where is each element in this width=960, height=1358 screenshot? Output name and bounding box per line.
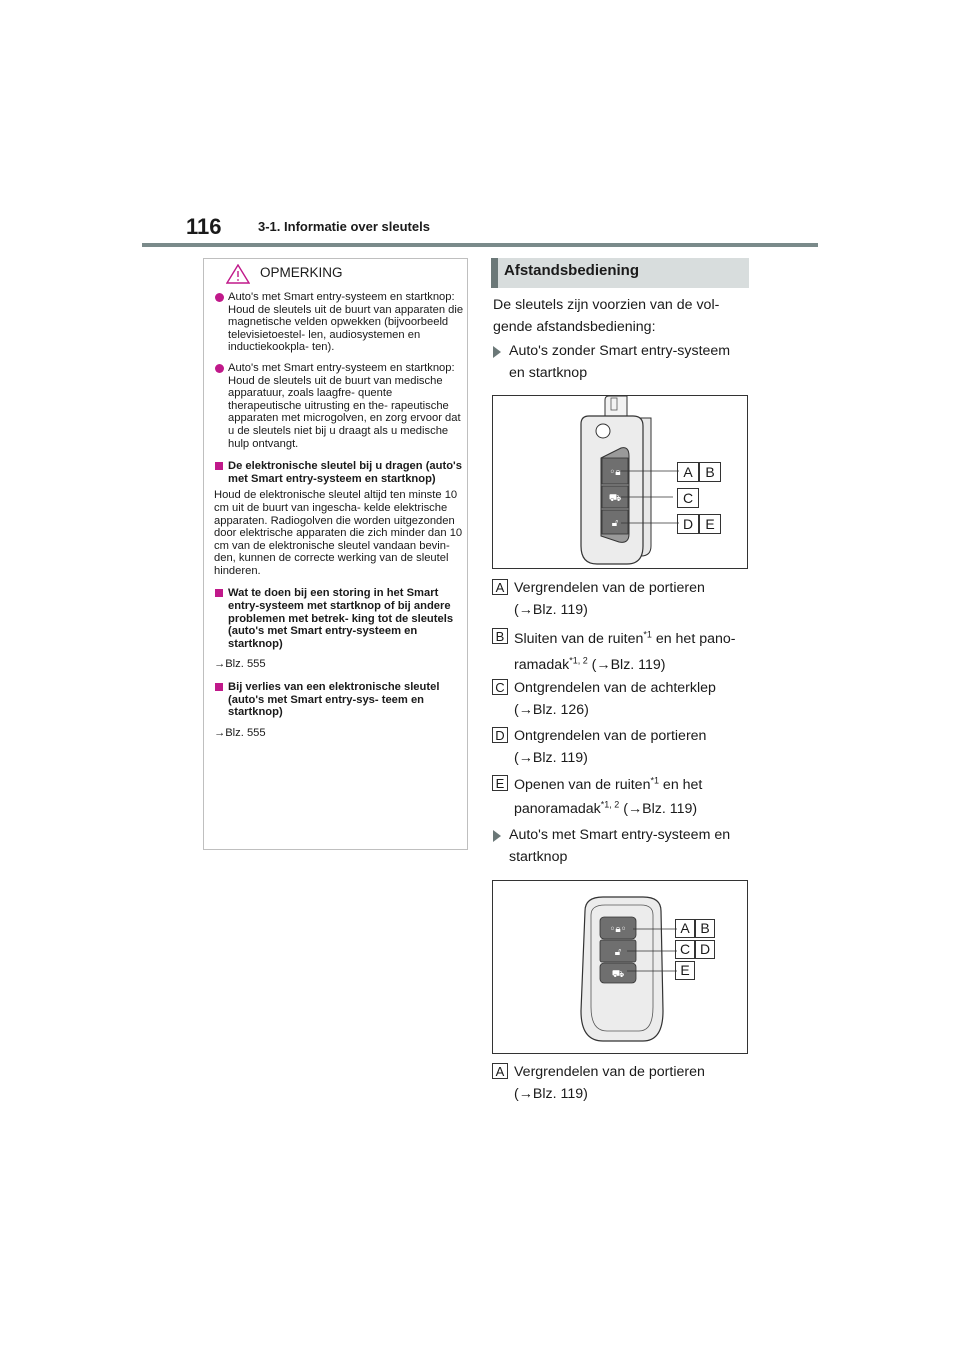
legend-text: panoramadak	[514, 801, 601, 817]
legend-sup: *1, 2	[569, 655, 588, 666]
note-section-heading	[214, 460, 464, 485]
legend-ref: (→Blz. 119)	[587, 657, 666, 673]
svg-text:◦🔒︎: ◦🔒︎	[609, 467, 621, 478]
legend-ref: (→Blz. 126)	[514, 702, 589, 718]
note-title: OPMERKING	[260, 265, 343, 280]
square-bullet-icon	[215, 589, 223, 597]
page-number: 116	[186, 214, 222, 239]
flip-key-figure	[492, 395, 748, 569]
warning-icon	[226, 264, 250, 284]
note-section-heading	[214, 681, 464, 719]
smart-key-illustration	[493, 881, 747, 1053]
note-bullet-text: Auto's met Smart entry-systeem en startknop: Houd de sleutels uit de buurt van medische apparatuur, zoals laagfre- quente therapeutische uitrusting en the- rapeutische apparaten met microgolven, en zorg ervoor dat u de sleutels niet bij u draagt als u medische hulp ontvangt.	[228, 361, 461, 450]
note-header	[204, 259, 467, 287]
legend-letter: A	[492, 1063, 508, 1079]
legend-sup: *1	[650, 775, 659, 786]
section-title: 3-1. Informatie over sleutels	[258, 219, 430, 234]
callout-label: D	[695, 940, 715, 959]
note-section-body: →Blz. 555	[214, 658, 266, 671]
note-body	[214, 291, 464, 749]
legend-letter: A	[492, 579, 508, 595]
smart-key-figure	[492, 880, 748, 1054]
svg-text:⛟: ⛟	[611, 969, 625, 980]
legend-ref: (→Blz. 119)	[619, 801, 698, 817]
square-bullet-icon	[215, 683, 223, 691]
callout-label: C	[675, 940, 695, 959]
flip-key-illustration	[493, 396, 747, 568]
note-section-body: →Blz. 555	[214, 726, 266, 739]
bullet-dot-icon	[215, 293, 224, 302]
note-section-heading-text: Bij verlies van een elektronische sleutel (auto's met Smart entry-sys- teem en startknop)	[228, 681, 440, 719]
intro-text: De sleutels zijn voorzien van de vol- gende afstandsbediening:	[493, 297, 720, 335]
legend-letter: C	[492, 679, 508, 695]
note-box	[203, 258, 468, 850]
group-title-text: Auto's met Smart entry-systeem en startknop	[509, 827, 731, 865]
svg-text:🔓︎: 🔓︎	[611, 518, 619, 529]
triangle-arrow-icon	[493, 830, 501, 842]
legend-text: ramadak	[514, 657, 570, 673]
group-title-text: Auto's zonder Smart entry-systeem en startknop	[509, 343, 731, 381]
callout-label: B	[699, 462, 721, 482]
note-section-heading-text: Wat te doen bij een storing in het Smart entry-systeem met startknop of bij andere problemen met betrek- king tot de sleutels (auto's met Smart entry-systeem en startknop)	[228, 587, 454, 650]
legend-ref: (→Blz. 119)	[514, 750, 588, 766]
svg-text:🔓︎: 🔓︎	[614, 947, 622, 958]
legend-ref: (→Blz. 119)	[514, 1086, 588, 1102]
note-section-body: Houd de elektronische sleutel altijd ten minste 10 cm uit de buurt van ingescha- kelde elektrische apparaten. Radiogolven die worden uitgezonden door elektrische apparaten die zich minder dan 10 cm van de elektronische sleutel vandaan bevin- den, kunnen de correcte werking van de sleutel hinderen.	[214, 489, 463, 577]
legend-text: Ontgrendelen van de portieren	[514, 728, 707, 744]
callout-label: A	[677, 462, 699, 482]
svg-text:◦🔒︎◦: ◦🔒︎◦	[609, 924, 627, 935]
header-rule	[142, 243, 818, 247]
legend-letter: B	[492, 628, 508, 644]
square-bullet-icon	[215, 462, 223, 470]
callout-label: E	[699, 514, 721, 534]
legend-sup: *1, 2	[600, 799, 620, 810]
bullet-dot-icon	[215, 364, 224, 373]
callout-label: A	[675, 919, 695, 938]
legend-text: Sluiten van de ruiten	[514, 631, 644, 647]
callout-label: E	[675, 961, 695, 980]
legend-text: Vergrendelen van de portieren	[514, 1064, 705, 1080]
legend-text: Ontgrendelen van de achterklep	[514, 680, 716, 696]
note-bullet-text: Auto's met Smart entry-systeem en startknop: Houd de sleutels uit de buurt van apparaten die magnetische velden opwekken (bijvoorbeeld televisietoestel- len, audiosystemen en inductiekookpla- ten).	[228, 291, 464, 354]
callout-label: B	[695, 919, 715, 938]
legend-text: Vergrendelen van de portieren	[514, 580, 705, 596]
legend-sup: *1	[643, 629, 652, 640]
note-section-heading-text: De elektronische sleutel bij u dragen (auto's met Smart entry-systeem en startknop)	[228, 460, 462, 485]
legend-text: en het	[658, 777, 703, 793]
triangle-arrow-icon	[493, 346, 501, 358]
callout-label: C	[677, 488, 699, 508]
section-heading-text: Afstandsbediening	[504, 262, 640, 279]
note-section-heading	[214, 587, 464, 650]
legend-text: Openen van de ruiten	[514, 777, 651, 793]
svg-text:⛟: ⛟	[608, 493, 622, 504]
legend-letter: D	[492, 727, 508, 743]
section-heading	[491, 258, 749, 288]
note-bullet	[214, 291, 464, 354]
legend-letter: E	[492, 775, 508, 791]
legend-text: en het pano-	[651, 631, 736, 647]
note-bullet	[214, 362, 464, 450]
legend-ref: (→Blz. 119)	[514, 602, 588, 618]
callout-label: D	[677, 514, 699, 534]
